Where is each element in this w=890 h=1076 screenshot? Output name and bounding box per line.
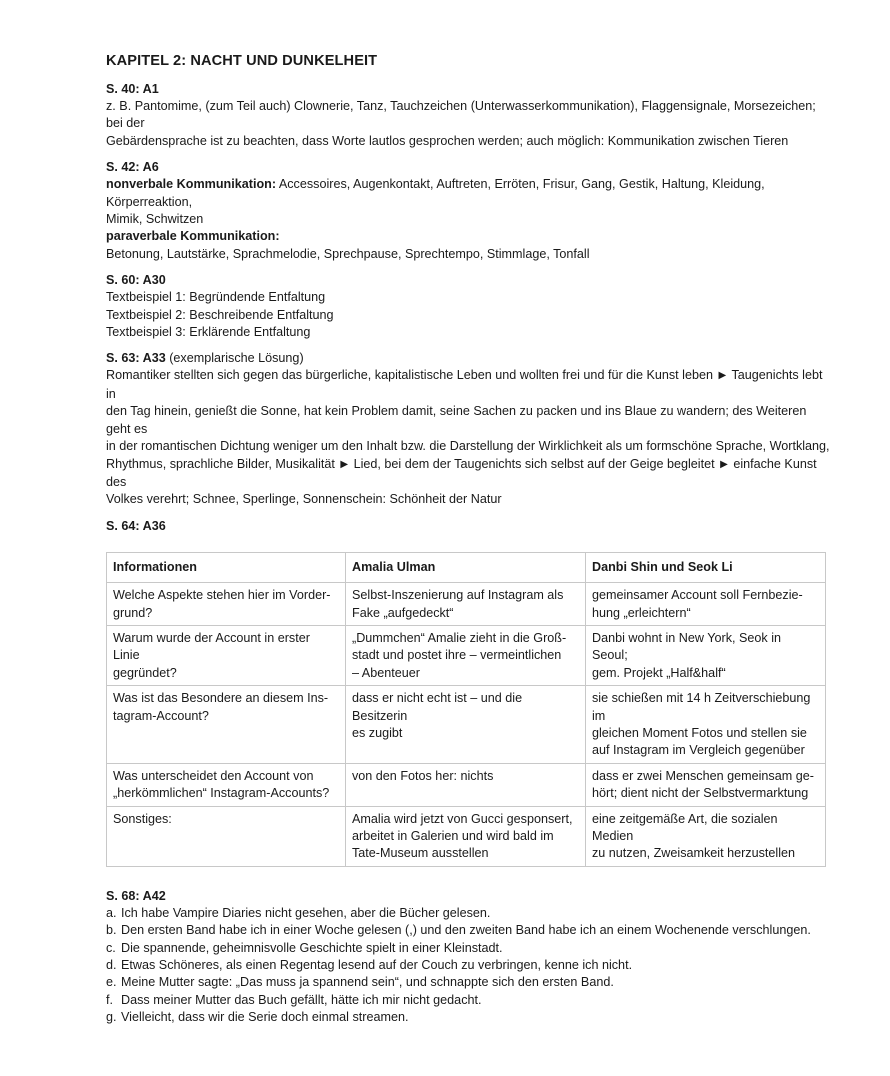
table-cell xyxy=(346,686,586,764)
list-item xyxy=(106,974,830,991)
table-cell xyxy=(586,583,826,626)
table-cell xyxy=(586,686,826,764)
table-header-row xyxy=(107,552,826,582)
cell-line: Was unterscheidet den Account von xyxy=(113,768,314,783)
cell-line: Selbst-Inszenierung auf Instagram als xyxy=(352,588,564,603)
cell-line: Welche Aspekte stehen hier im Vorder- xyxy=(113,588,331,603)
table-cell xyxy=(107,583,346,626)
column-header: Amalia Ulman xyxy=(346,552,586,582)
list-item-text: Ich habe Vampire Diaries nicht gesehen, aber die Bücher gelesen. xyxy=(121,905,491,920)
cell-line: hung „erleichtern“ xyxy=(592,605,691,620)
cell-line: es zugibt xyxy=(352,725,403,740)
section-a1 xyxy=(106,81,830,150)
text-line: Gebärdensprache ist zu beachten, dass Worte lautlos gesprochen werden; auch möglich: Kommunikation zwischen Tieren xyxy=(106,133,789,148)
list-marker: b. xyxy=(106,923,117,938)
table-row xyxy=(107,806,826,866)
table-row xyxy=(107,625,826,685)
cell-line: grund? xyxy=(113,605,153,620)
cell-line: gemeinsamer Account soll Fernbezie- xyxy=(592,588,803,603)
list-marker: e. xyxy=(106,975,117,990)
document-content xyxy=(106,52,830,1036)
nonverbal-label: nonverbale Kommunikation: xyxy=(106,177,277,192)
section-a36 xyxy=(106,518,830,867)
section-ref: S. 60: A30 xyxy=(106,273,166,288)
table-row xyxy=(107,686,826,764)
list-item-text: Vielleicht, dass wir die Serie doch einmal streamen. xyxy=(121,1010,409,1025)
table-cell xyxy=(586,806,826,866)
cell-line: – Abenteuer xyxy=(352,665,420,680)
cell-line: gegründet? xyxy=(113,665,177,680)
cell-line: stadt und postet ihre – vermeintlichen xyxy=(352,648,562,663)
cell-line: Danbi wohnt in New York, Seok in Seoul; xyxy=(592,630,782,663)
section-text xyxy=(106,367,830,508)
text-line xyxy=(106,367,830,403)
section-ref-label: S. 63: A33 xyxy=(106,351,166,366)
table-cell xyxy=(586,625,826,685)
table-cell xyxy=(107,763,346,806)
text-line xyxy=(106,456,830,492)
cell-line: gleichen Moment Fotos und stellen sie xyxy=(592,725,807,740)
text-fragment: Rhythmus, sprachliche Bilder, Musikalität xyxy=(106,456,335,471)
table-cell xyxy=(586,763,826,806)
cell-line: Fake „aufgedeckt“ xyxy=(352,605,454,620)
section-ref: S. 68: A42 xyxy=(106,888,166,903)
cell-line: „herkömmlichen“ Instagram-Accounts? xyxy=(113,786,330,801)
list-marker: c. xyxy=(106,940,116,955)
section-a33 xyxy=(106,350,830,508)
list-marker: d. xyxy=(106,958,117,973)
table-cell xyxy=(346,763,586,806)
list-marker: g. xyxy=(106,1010,117,1025)
text-line: Volkes verehrt; Schnee, Sperlinge, Sonnenschein: Schönheit der Natur xyxy=(106,492,502,507)
cell-line: dass er zwei Menschen gemeinsam ge- xyxy=(592,768,814,783)
section-a42 xyxy=(106,888,830,1027)
text-fragment: Romantiker stellten sich gegen das bürgerliche, kapitalistische Leben und wollten frei und für die Kunst leben xyxy=(106,368,713,383)
cell-line: auf Instagram im Vergleich gegenüber xyxy=(592,743,805,758)
section-a30 xyxy=(106,272,830,341)
section-text xyxy=(106,289,830,341)
arrow-right-icon: ▶ xyxy=(720,458,728,470)
table-cell xyxy=(346,625,586,685)
comparison-table xyxy=(106,552,826,867)
cell-line: Tate-Museum ausstellen xyxy=(352,846,489,861)
cell-line: eine zeitgemäße Art, die sozialen Medien xyxy=(592,811,778,843)
list-item-text: Dass meiner Mutter das Buch gefällt, hätte ich mir nicht gedacht. xyxy=(121,992,482,1007)
list-item xyxy=(106,957,830,974)
section-ref: S. 42: A6 xyxy=(106,160,159,175)
text-line: in der romantischen Dichtung weniger um den Inhalt bzw. die Darstellung der Wirklichkeit als um formschöne Sprache, Wortklang, xyxy=(106,439,830,454)
list-item xyxy=(106,940,830,957)
nonverbal-items: Accessoires, Augenkontakt, Auftreten, Erröten, Frisur, Gang, Gestik, Haltung, Kleidung, Körperreaktion, xyxy=(106,177,765,209)
table-cell xyxy=(107,806,346,866)
cell-line: Amalia wird jetzt von Gucci gesponsert, xyxy=(352,811,573,826)
cell-line: dass er nicht echt ist – und die Besitzerin xyxy=(352,691,523,723)
list-item-text: Den ersten Band habe ich in einer Woche gelesen (,) und den zweiten Band habe ich an einem Wochenende verschlungen. xyxy=(121,923,811,938)
cell-line: Sonstiges: xyxy=(113,811,172,826)
cell-line: gem. Projekt „Half&half“ xyxy=(592,665,726,680)
cell-line: zu nutzen, Zweisamkeit herzustellen xyxy=(592,846,795,861)
text-line xyxy=(106,176,830,211)
cell-line: Warum wurde der Account in erster Linie xyxy=(113,630,310,663)
section-ref: S. 64: A36 xyxy=(106,518,166,533)
column-header: Danbi Shin und Seok Li xyxy=(586,552,826,582)
list-marker: f. xyxy=(106,992,113,1007)
text-fragment: Taugenichts lebt in xyxy=(106,368,823,401)
cell-line: „Dummchen“ Amalie zieht in die Groß- xyxy=(352,630,567,645)
answer-list xyxy=(106,905,830,1027)
table-row xyxy=(107,583,826,626)
cell-line: tagram-Account? xyxy=(113,708,209,723)
section-ref-note: (exemplarische Lösung) xyxy=(165,351,304,366)
text-line: Textbeispiel 2: Beschreibende Entfaltung xyxy=(106,307,334,322)
cell-line: arbeitet in Galerien und wird bald im xyxy=(352,829,554,843)
column-header: Informationen xyxy=(107,552,346,582)
paraverbal-label: paraverbale Kommunikation: xyxy=(106,229,280,244)
list-item-text: Die spannende, geheimnisvolle Geschichte spielt in einer Kleinstadt. xyxy=(121,940,503,955)
list-marker: a. xyxy=(106,905,117,920)
arrow-right-icon: ▶ xyxy=(718,370,727,382)
text-line: Textbeispiel 1: Begründende Entfaltung xyxy=(106,290,326,305)
section-text xyxy=(106,98,830,150)
list-item-text: Meine Mutter sagte: „Das muss ja spannend sein“, und schnappte sich den ersten Band. xyxy=(121,975,614,990)
table-cell xyxy=(346,583,586,626)
table-cell xyxy=(346,806,586,866)
text-line: den Tag hinein, genießt die Sonne, hat kein Problem damit, seine Sachen zu packen und ins Blaue zu wandern; des Weiteren geht es xyxy=(106,404,807,436)
section-a6 xyxy=(106,159,830,263)
text-line: Textbeispiel 3: Erklärende Entfaltung xyxy=(106,325,311,340)
nonverbal-text xyxy=(106,176,830,263)
cell-line: Was ist das Besondere an diesem Ins- xyxy=(113,691,329,706)
arrow-right-icon: ▶ xyxy=(340,458,349,470)
list-item xyxy=(106,992,830,1009)
list-item xyxy=(106,905,830,922)
list-item-text: Etwas Schöneres, als einen Regentag lesend auf der Couch zu verbringen, kenne ich nicht. xyxy=(121,958,633,973)
text-line: Mimik, Schwitzen xyxy=(106,212,204,227)
list-item xyxy=(106,1009,830,1026)
chapter-title: KAPITEL 2: NACHT UND DUNKELHEIT xyxy=(106,53,378,69)
paraverbal-items: Betonung, Lautstärke, Sprachmelodie, Sprechpause, Sprechtempo, Stimmlage, Tonfall xyxy=(106,246,590,261)
list-item xyxy=(106,922,830,939)
text-fragment: einfache Kunst des xyxy=(106,456,817,489)
text-fragment: Lied, bei dem der Taugenichts sich selbst auf der Geige begleitet xyxy=(353,456,715,471)
table-row xyxy=(107,763,826,806)
table-cell xyxy=(107,625,346,685)
cell-line: sie schießen mit 14 h Zeitverschiebung im xyxy=(592,691,811,723)
text-line: z. B. Pantomime, (zum Teil auch) Clownerie, Tanz, Tauchzeichen (Unterwasserkommunikation), Flaggensignale, Morsezeichen; bei der xyxy=(106,99,816,131)
table-cell xyxy=(107,686,346,764)
cell-line: von den Fotos her: nichts xyxy=(352,768,494,783)
section-ref: S. 40: A1 xyxy=(106,82,159,96)
section-ref xyxy=(106,350,830,367)
cell-line: hört; dient nicht der Selbstvermarktung xyxy=(592,786,809,801)
